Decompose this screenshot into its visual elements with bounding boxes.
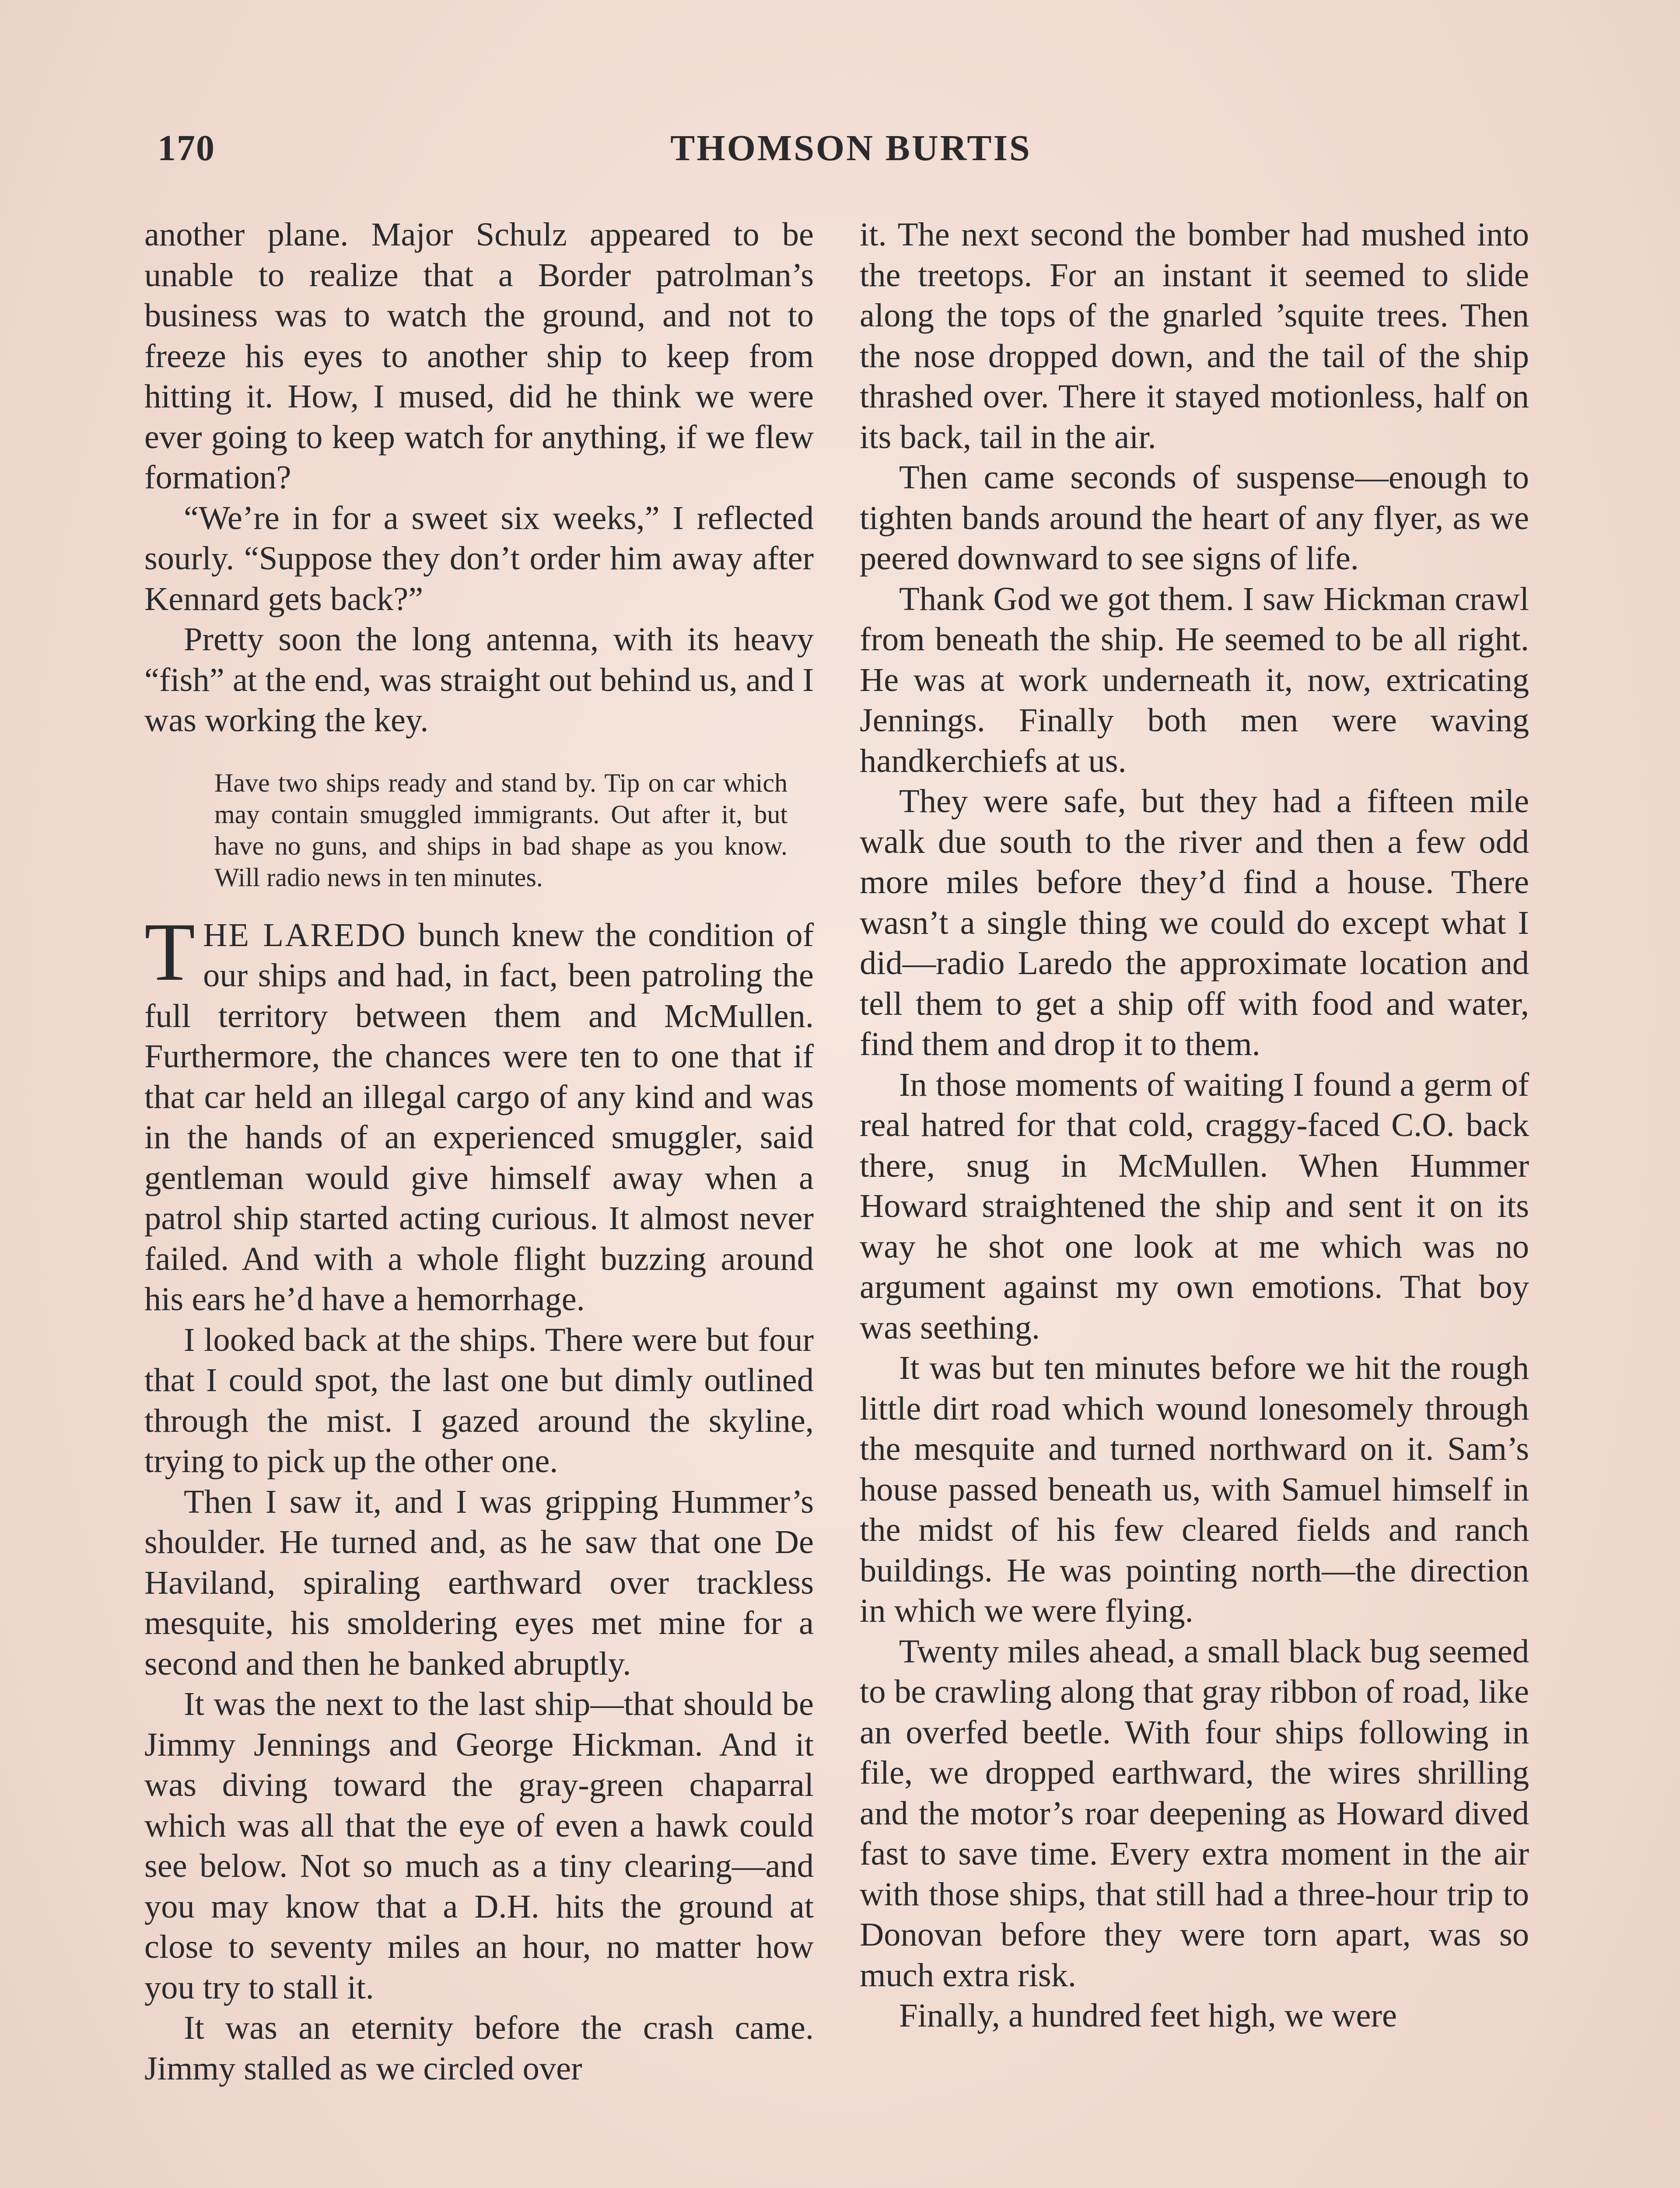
- paragraph: It was but ten minutes before we hit the rough little dirt road which wound lonesomely through the mesquite and turned northward on it. Sam’s house passed beneath us, with Samuel himself in the midst of his few cleared fields and ranch buildings. He was pointing north—the direction in which we were flying.: [860, 1349, 1529, 1629]
- paragraph: Then came seconds of suspense—enough to tighten bands around the heart of any flyer, as we peered downward to see signs of life.: [860, 459, 1529, 577]
- running-head: THOMSON BURTIS: [670, 128, 1032, 168]
- paragraph: it. The next second the bomber had mushed into the treetops. For an instant it seemed to slide along the tops of the gnarled ’squite trees. Then the nose dropped down, and the tail of the ship thrashed over. There it stayed motionless, half on its back, tail in the air.: [860, 216, 1529, 456]
- paragraph: Then I saw it, and I was gripping Hummer’s shoulder. He turned and, as he saw that one De Haviland, spiraling earthward over trackless mesquite, his smoldering eyes met mine for a second and then he banked abruptly.: [144, 1483, 814, 1682]
- paragraph: Twenty miles ahead, a small black bug seemed to be crawling along that gray ribbon of road, like an overfed beetle. With four ships following in file, we dropped earthward, the wires shrilling and the motor’s roar deepening as Howard dived fast to save time. Every extra moment in the air with those ships, that still had a three-hour trip to Donovan before they were torn apart, was so much extra risk.: [860, 1632, 1529, 1994]
- paragraph: Thank God we got them. I saw Hickman crawl from beneath the ship. He seemed to be all right. He was at work underneath it, now, extricating Jennings. Finally both men were waving handkerchiefs at us.: [860, 580, 1529, 779]
- paragraph: Pretty soon the long antenna, with its heavy “fish” at the end, was straight out behind us, and I was working the key.: [144, 621, 814, 739]
- small-caps-lead: HE LAREDO: [203, 916, 407, 954]
- paragraph: “We’re in for a sweet six weeks,” I reflected sourly. “Suppose they don’t order him away after Kennard gets back?”: [144, 499, 814, 617]
- paragraph: It was the next to the last ship—that should be Jimmy Jennings and George Hickman. And it was diving toward the gray-green chaparral which was all that the eye of even a hawk could see below. Not so much as a tiny clearing—and you may know that a D.H. hits the ground at close to seventy miles an hour, no matter how you try to stall it.: [144, 1685, 814, 2006]
- section-opening-paragraph: [144, 906, 814, 1320]
- page-header: [158, 127, 1544, 188]
- paragraph: another plane. Major Schulz appeared to be unable to realize that a Border patrolman’s business was to watch the ground, and not to freeze his eyes to another ship to keep from hitting it. How, I mused, did he think we were ever going to keep watch for anything, if we flew formation?: [144, 216, 814, 496]
- page-number: 170: [158, 128, 215, 168]
- paragraph: Finally, a hundred feet high, we were: [899, 1997, 1397, 2034]
- paragraph: I looked back at the ships. There were but four that I could spot, the last one but dimly outlined through the mist. I gazed around the skyline, trying to pick up the other one.: [144, 1321, 814, 1480]
- paragraph-text: bunch knew the condition of our ships and had, in fact, been patroling the full territory between them and McMullen. Furthermore, the chances were ten to one that if that car held an illegal cargo of any kind and was in the hands of an experienced smuggler, said gentleman would give himself away when a patrol ship started acting curious. It almost never failed. And with a whole flight buzzing around his ears he’d have a hemorrhage.: [144, 916, 814, 1318]
- paragraph: It was an eternity before the crash came. Jimmy stalled as we circled over: [144, 2009, 814, 2087]
- paragraph: They were safe, but they had a fifteen mile walk due south to the river and then a few odd more miles before they’d find a house. There wasn’t a single thing we could do except what I did—radio Laredo the approximate location and tell them to get a ship off with food and water, find them and drop it to them.: [860, 782, 1529, 1062]
- paragraph: In those moments of waiting I found a germ of real hatred for that cold, craggy-faced C.O. back there, snug in McMullen. When Hummer Howard straightened the ship and sent it on its way he shot one look at me which was no argument against my own emotions. That boy was seething.: [860, 1066, 1529, 1346]
- left-column: [144, 214, 814, 2089]
- radio-dispatch: Have two ships ready and stand by. Tip on car which may contain smuggled immigrants. Out after it, but have no guns, and ships in bad shape as you know. Will radio news in ten minutes.: [214, 768, 788, 892]
- drop-cap: T: [144, 906, 196, 998]
- right-column: [860, 214, 1529, 2036]
